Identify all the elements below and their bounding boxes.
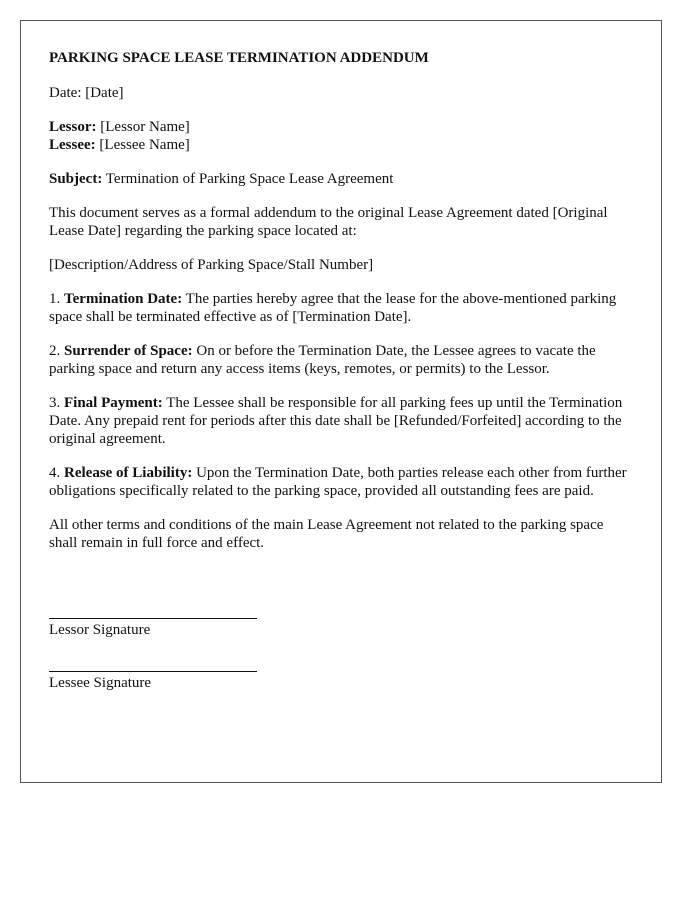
clause-1 bbox=[49, 290, 634, 326]
signature-label: Lessee Signature bbox=[49, 675, 152, 691]
clause-3 bbox=[49, 394, 634, 448]
clause-number: 4. bbox=[49, 465, 64, 481]
subject-value: Termination of Parking Space Lease Agreement bbox=[102, 171, 394, 187]
clause-heading: Release of Liability: bbox=[64, 465, 193, 481]
lessee-value: [Lessee Name] bbox=[95, 137, 190, 153]
signature-line bbox=[49, 671, 257, 672]
signature-label: Lessor Signature bbox=[49, 622, 151, 638]
lessee-signature-block bbox=[49, 671, 634, 692]
signature-line bbox=[49, 618, 257, 619]
clause-4 bbox=[49, 464, 634, 500]
lessee-label: Lessee: bbox=[49, 137, 96, 153]
clause-number: 2. bbox=[49, 343, 64, 359]
lessor-value: [Lessor Name] bbox=[96, 119, 190, 135]
clause-text: The Lessee shall be responsible for all parking fees up until the Termination Date. Any prepaid rent for periods after this date shall be [Refunded/Forfeited] according to the original agreement. bbox=[49, 395, 623, 447]
clause-text: On or before the Termination Date, the Lessee agrees to vacate the parking space and return any access items (keys, remotes, or permits) to the Lessor. bbox=[49, 343, 596, 377]
document-page bbox=[20, 20, 662, 783]
clause-heading: Final Payment: bbox=[64, 395, 163, 411]
intro-paragraph: This document serves as a formal addendum to the original Lease Agreement dated [Original Lease Date] regarding the parking space located at: bbox=[49, 205, 608, 239]
clause-heading: Termination Date: bbox=[64, 291, 183, 307]
clause-text: The parties hereby agree that the lease for the above-mentioned parking space shall be terminated effective as of [Termination Date]. bbox=[49, 291, 617, 325]
clause-number: 3. bbox=[49, 395, 64, 411]
document-title: PARKING SPACE LEASE TERMINATION ADDENDUM bbox=[49, 50, 429, 66]
date-line: Date: [Date] bbox=[49, 85, 124, 101]
clause-text: Upon the Termination Date, both parties release each other from further obligations specifically related to the parking space, provided all outstanding fees are paid. bbox=[49, 465, 627, 499]
closing-paragraph: All other terms and conditions of the main Lease Agreement not related to the parking space shall remain in full force and effect. bbox=[49, 517, 604, 551]
subject-line bbox=[49, 170, 634, 188]
parties bbox=[49, 118, 634, 154]
subject-label: Subject: bbox=[49, 171, 103, 187]
lessor-signature-block bbox=[49, 618, 634, 639]
clause-2 bbox=[49, 342, 634, 378]
location-paragraph: [Description/Address of Parking Space/Stall Number] bbox=[49, 257, 374, 273]
clause-heading: Surrender of Space: bbox=[64, 343, 193, 359]
lessor-label: Lessor: bbox=[49, 119, 97, 135]
clause-number: 1. bbox=[49, 291, 64, 307]
